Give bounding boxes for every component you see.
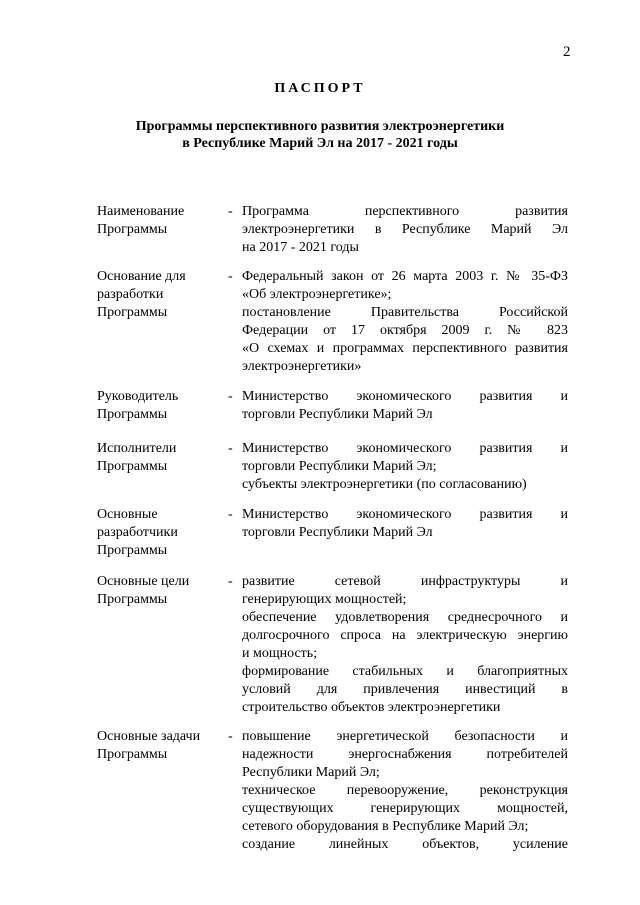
text-line: торговли Республики Марий Эл	[242, 525, 433, 540]
label-line: Наименование	[97, 204, 185, 219]
text-line: Министерство экономического развития и	[242, 389, 568, 404]
label-line: Основные	[97, 507, 158, 522]
row-label	[97, 506, 227, 560]
text-line: торговли Республики Марий Эл;	[242, 459, 437, 474]
text-line: электроэнергетики в Республике Марий Эл	[242, 222, 568, 237]
text-line: создание линейных объектов, усиление	[242, 837, 568, 852]
text-line: Программа перспективного развития	[242, 204, 568, 219]
label-line: Программы	[97, 747, 168, 762]
text-line: «О схемах и программах перспективного развития	[242, 341, 568, 356]
label-line: Программы	[97, 459, 168, 474]
row-dash: -	[228, 507, 233, 522]
text-line: развитие сетевой инфраструктуры и	[242, 574, 568, 589]
row-label	[97, 728, 227, 764]
text-line: на 2017 - 2021 годы	[242, 240, 359, 255]
row-label	[97, 573, 227, 609]
text-line: Федерации от 17 октября 2009 г. № 823	[242, 323, 568, 338]
row-dash: -	[228, 729, 233, 744]
row-dash: -	[228, 389, 233, 404]
text-line: техническое перевооружение, реконструкция	[242, 783, 568, 798]
text-line: Республики Марий Эл;	[242, 765, 380, 780]
label-line: Основание для	[97, 269, 186, 284]
label-line: Программы	[97, 592, 168, 607]
text-line: обеспечение удовлетворения среднесрочного и	[242, 610, 568, 625]
text-line: генерирующих мощностей;	[242, 592, 407, 607]
row-dash: -	[228, 269, 233, 284]
document-subtitle	[0, 118, 640, 152]
row-dash: -	[228, 441, 233, 456]
row-text	[242, 440, 568, 494]
row-text	[242, 388, 568, 424]
label-line: Программы	[97, 543, 168, 558]
label-line: Исполнители	[97, 441, 177, 456]
label-line: Программы	[97, 222, 168, 237]
text-line: субъекты электроэнергетики (по согласованию)	[242, 477, 527, 492]
row-dash: -	[228, 574, 233, 589]
text-line: долгосрочного спроса на электрическую энергию	[242, 628, 568, 643]
row-label	[97, 203, 227, 239]
text-line: «Об электроэнергетике»;	[242, 287, 392, 302]
label-line: Программы	[97, 305, 168, 320]
subtitle-line: Программы перспективного развития электроэнергетики	[135, 119, 505, 134]
label-line: Основные цели	[97, 574, 190, 589]
text-line: Министерство экономического развития и	[242, 441, 568, 456]
label-line: разработки	[97, 287, 164, 302]
text-line: повышение энергетической безопасности и	[242, 729, 568, 744]
row-label	[97, 440, 227, 476]
text-line: Министерство экономического развития и	[242, 507, 568, 522]
label-line: Руководитель	[97, 389, 179, 404]
row-text	[242, 728, 568, 854]
document-title: ПАСПОРТ	[274, 81, 366, 96]
text-line: постановление Правительства Российской	[242, 305, 568, 320]
text-line: условий для привлечения инвестиций в	[242, 682, 568, 697]
row-text	[242, 506, 568, 542]
row-text	[242, 268, 568, 376]
text-line: и мощность;	[242, 646, 318, 661]
text-line: строительство объектов электроэнергетики	[242, 700, 501, 715]
text-line: торговли Республики Марий Эл	[242, 407, 433, 422]
row-text	[242, 573, 568, 717]
row-label	[97, 388, 227, 424]
text-line: надежности энергоснабжения потребителей	[242, 747, 568, 762]
row-label	[97, 268, 227, 322]
page-number: 2	[563, 44, 571, 60]
row-dash: -	[228, 204, 233, 219]
label-line: Программы	[97, 407, 168, 422]
label-line: Основные задачи	[97, 729, 201, 744]
row-text	[242, 203, 568, 257]
text-line: сетевого оборудования в Республике Марий Эл;	[242, 819, 529, 834]
subtitle-line: в Республике Марий Эл на 2017 - 2021 годы	[182, 136, 458, 151]
text-line: существующих генерирующих мощностей,	[242, 801, 568, 816]
text-line: Федеральный закон от 26 марта 2003 г. № 35-ФЗ	[242, 269, 568, 284]
text-line: электроэнергетики»	[242, 359, 362, 374]
label-line: разработчики	[97, 525, 178, 540]
text-line: формирование стабильных и благоприятных	[242, 664, 568, 679]
